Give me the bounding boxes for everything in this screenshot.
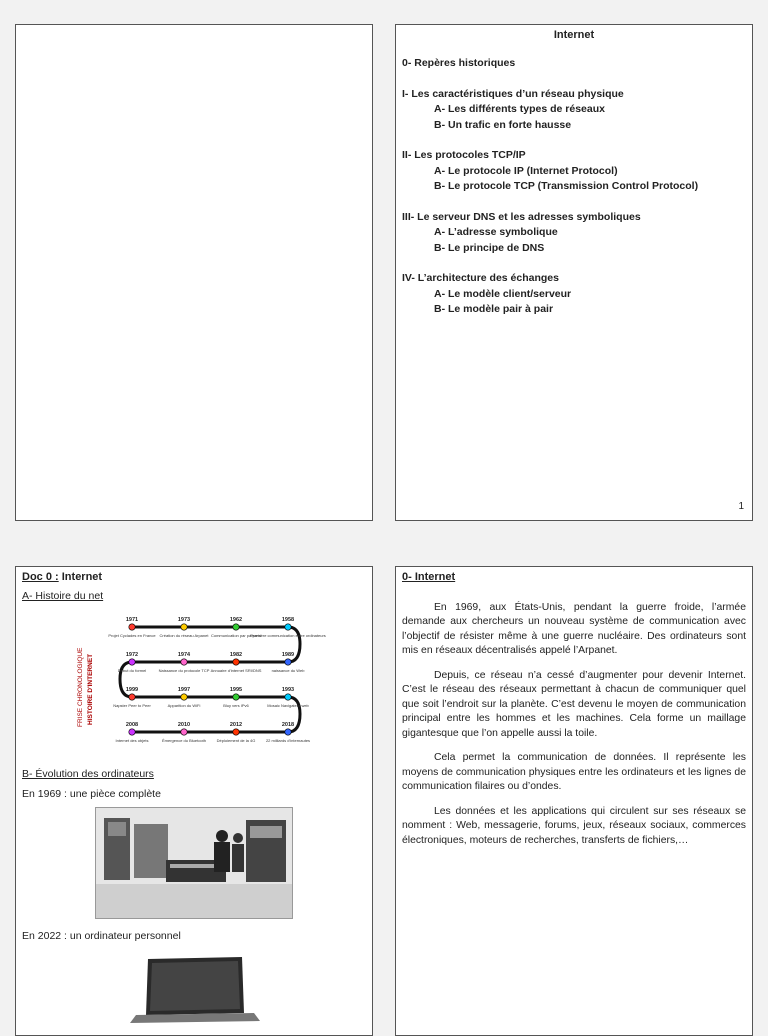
timeline-label: Napster Peer to Peer (113, 703, 151, 708)
timeline-dot (233, 694, 239, 700)
paragraph: Les données et les applications qui circulent sur ses réseaux se nomment : Web, messagerie, forums, jeux, réseaux sociaux, commerces électroniques, moteurs de recherches, transferts de fichiers,… (402, 806, 746, 846)
toc-subheading: A- Le modèle client/serveur (434, 287, 572, 300)
timeline-graphic (74, 607, 326, 757)
paragraph: Depuis, ce réseau n’a cessé d’augmenter pour devenir Internet. C’est le réseau des réseaux permettant à chacun de communiquer quel que soit l’endroit sur la planète. C’est devenu le moyen de communication principal entre les hommes et les machines. Cela forme un maillage gigantesque que l’on appelle aussi la toile. (402, 670, 746, 739)
timeline-year: 2012 (229, 722, 243, 728)
toc-subheading: B- Le modèle pair à pair (434, 303, 554, 315)
section-b-heading: B- Évolution des ordinateurs (22, 768, 154, 780)
timeline-label: Début du formel (117, 668, 147, 673)
blank-page (15, 24, 373, 521)
toc-subheading: A- Les différents types de réseaux (434, 103, 605, 115)
doc0-page (15, 566, 373, 1036)
toc-subheading: A- L’adresse symbolique (434, 226, 558, 238)
toc-title: Internet (553, 29, 595, 41)
timeline-label: Naissance du protocole TCP (158, 668, 210, 673)
timeline-dot (285, 694, 291, 700)
toc-heading: I- Les caractéristiques d’un réseau physique (402, 87, 624, 100)
toc-list (396, 56, 752, 318)
timeline-year: 1974 (177, 652, 191, 658)
doc0-title: Internet (61, 571, 103, 583)
timeline-label: Communication par paquets (210, 633, 262, 638)
paragraph: En 1969, aux États-Unis, pendant la guerre froide, l’armée demande aux chercheurs un nouveau système de communication avec l’objectif de résister même à une guerre nucléaire. Des ordinateurs sont mis en réseaux décentralisés appelé l’Arpanet. (402, 602, 746, 657)
toc-section (402, 210, 746, 257)
toc-section (402, 148, 746, 195)
timeline-label: Déploiement de la 4G (216, 738, 256, 743)
caption-2022: En 2022 : un ordinateur personnel (22, 930, 181, 942)
toc-heading: 0- Repères historiques (402, 57, 516, 69)
timeline-label: Mosaic Navigateur web (267, 703, 309, 708)
timeline-label: 22 milliards d'internautes (265, 738, 311, 743)
timeline-dot (129, 659, 135, 665)
doc0-heading (16, 567, 372, 583)
toc-subheading: B- Le principe de DNS (434, 241, 545, 254)
timeline-label: Première communication entre ordinateurs (250, 633, 326, 638)
timeline-label: Bluy vers IPv6 (223, 703, 249, 708)
timeline-year: 1958 (281, 617, 295, 623)
timeline-dot (233, 729, 239, 735)
doc0-label: Doc 0 : (22, 571, 59, 583)
timeline-dot (181, 729, 187, 735)
timeline-path (117, 627, 300, 732)
timeline-year: 2010 (177, 722, 191, 728)
timeline-frise (74, 607, 326, 757)
timeline-year: 1993 (281, 687, 295, 693)
timeline-year: 2008 (125, 722, 139, 728)
timeline-label: Création du réseau Arpanet (159, 633, 209, 638)
timeline-dot (233, 659, 239, 665)
timeline-year: 1999 (125, 687, 139, 693)
timeline-year: 1972 (125, 652, 139, 658)
timeline-year: 1997 (177, 687, 191, 693)
toc-subheading: B- Le protocole TCP (Transmission Control Protocol) (434, 180, 699, 192)
timeline-dot (285, 659, 291, 665)
frise-title-line1: FRISE CHRONOLOGIQUE (77, 647, 84, 727)
timeline-year: 1989 (281, 652, 295, 658)
toc-subheading: B- Un trafic en forte hausse (434, 118, 572, 131)
timeline-dot (129, 624, 135, 630)
timeline-label: Émergence du Bluetooth (161, 738, 207, 743)
section-title: 0- Internet (402, 571, 456, 583)
timeline-year: 2018 (281, 722, 295, 728)
laptop-photo (124, 953, 264, 1023)
timeline-dot (129, 729, 135, 735)
timeline-year: 1982 (229, 652, 243, 658)
timeline-dot (129, 694, 135, 700)
toc-section (402, 87, 746, 134)
timeline-year: 1962 (229, 617, 243, 623)
timeline-label: Annuaire d'internet SRI/DNS (210, 668, 262, 673)
timeline-year: 1995 (229, 687, 243, 693)
section-a-heading: A- Histoire du net (22, 590, 104, 602)
timeline-dot (181, 659, 187, 665)
timeline-dot (285, 624, 291, 630)
timeline-dot (181, 694, 187, 700)
timeline-dot (233, 624, 239, 630)
paragraph: Cela permet la communication de données. Il représente les moyens de communication physiques entre les ordinateurs et les lignes de communication filaires ou d’ondes. (402, 752, 746, 793)
timeline-label: Projet Cyclades en France (108, 633, 156, 638)
toc-heading: III- Le serveur DNS et les adresses symboliques (402, 210, 641, 223)
toc-section (402, 271, 746, 318)
timeline-year: 1973 (177, 617, 191, 623)
timeline-items (108, 617, 325, 743)
toc-heading: IV- L’architecture des échanges (402, 272, 559, 284)
toc-page (395, 24, 753, 521)
timeline-track (117, 627, 300, 732)
toc-subheading: A- Le protocole IP (Internet Protocol) (434, 164, 618, 177)
timeline-label: Internet des objets (115, 738, 149, 743)
text-page (395, 566, 753, 1036)
caption-1969: En 1969 : une pièce complète (22, 788, 161, 800)
timeline-year: 1971 (125, 617, 139, 623)
computer-room-photo (95, 807, 293, 919)
timeline-dot (285, 729, 291, 735)
toc-heading: II- Les protocoles TCP/IP (402, 149, 526, 161)
timeline-label: Apparition du WiFi (167, 703, 201, 708)
timeline-label: naissance du Web (271, 668, 305, 673)
toc-section (402, 56, 746, 72)
timeline-dot (181, 624, 187, 630)
page-number: 1 (738, 501, 744, 512)
frise-title-line2: HISTOIRE D'INTERNET (87, 653, 94, 725)
